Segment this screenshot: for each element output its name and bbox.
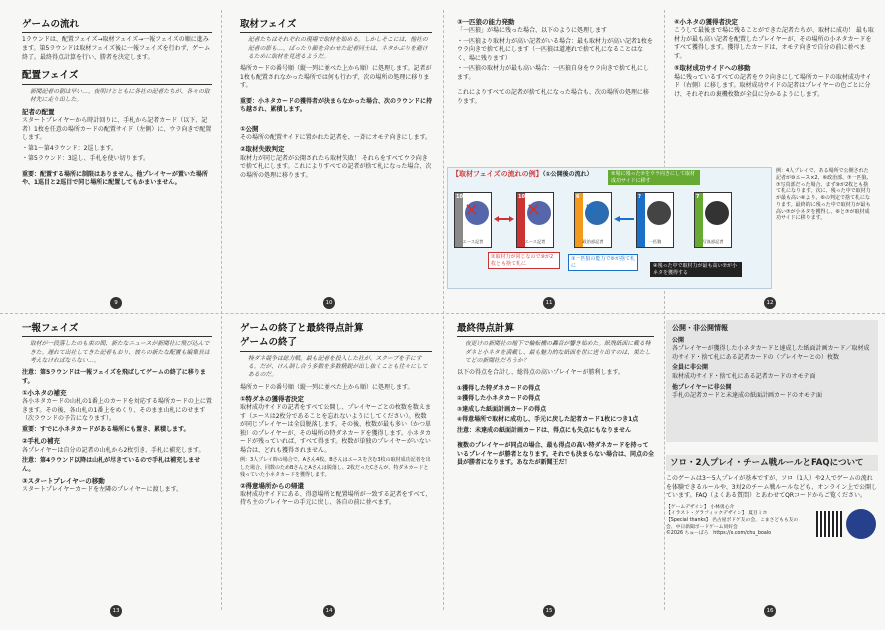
page-12 — [670, 18, 878, 101]
body-text: 場所カードの番号順（縦一列に並べた上から順）に処理します。記者が1枚も配置されなかった場所では何も行わず、次の場所の処理に移ります。 — [240, 65, 432, 90]
important-note: 重要：小ネタカードの獲得者が決まらなかった場合、次のラウンドに持ち越され、累積します。 — [240, 97, 433, 114]
credit-design: 【ゲームデザイン】 小林勇心介 — [666, 504, 735, 510]
body-text: スタートプレイヤーカードを左隣のプレイヤーに渡します。 — [22, 486, 183, 494]
section-title: ゲームの流れ — [22, 18, 212, 33]
body-text: その場所の配置サイドに置かれた記者を、一斉にオモテ向きにします。 — [240, 133, 432, 141]
subsection-title: ②取材失敗判定 — [240, 145, 285, 154]
intro-text: 1ラウンドは、配置フェイズ→取材フェイズ→一報フェイズの順に進みます。第5ラウンドは取材フェイズ後に一報フェイズを行わず、ゲーム終了。最終得点計算を行い、勝者を決定します。 — [22, 36, 211, 61]
section-title: 一報フェイズ — [22, 322, 212, 337]
important-note: 注意：第5ラウンドは一報フェイズを飛ばしてゲームの終了に移ります。 — [22, 369, 206, 385]
section-title: ゲームの終了と最終得点計算 — [240, 323, 364, 334]
info-text: 各プレイヤーが獲得した小ネタカードと達成した紙面計画カード／取材成功サイド・捨て札にある記者カードの（プレイヤーとの）枚数 — [672, 345, 870, 361]
card-name: 写真部記者 — [702, 239, 724, 245]
subsection-title: ②手札の補充 — [22, 437, 61, 446]
subsection-title: ①特ダネの獲得者決定 — [240, 395, 305, 404]
page-9 — [18, 18, 216, 190]
page-number: 15 — [543, 605, 555, 617]
info-heading: 公開 — [672, 336, 685, 344]
list-item: ・一匹狼より取材力が高い記者がいる場合：最も取材力が高い記者1枚をウラ向きで捨て札にします（一匹狼は道連れで捨て札になることはなく、場に残ります） — [457, 37, 653, 62]
body-text: このゲームは3～5人プレイが基本ですが、ソロ（1人）や2人でゲームの流れを体験できるルールや、3対2のチーム戦ルールなども、オンライン上で公開しています。FAQ（よくある質問）とあわせてQRコードからご覧ください。 — [666, 475, 878, 500]
body-text: 取材成功サイドの記者をすべて公開し、プレイヤーごとの枚数を数えます（エースは2枚分であることを忘れないようにしてください）。枚数が同じプレイヤーは全員脱落します。その後、枚数が最も多い（かつ単独）のプレイヤーが、その場所の特ダネカードを獲得します。小ネタカードが残っていれば、すべて得ます。枚数が単独のプレイヤーがいない場合は、どれも獲得されません。 — [240, 404, 431, 454]
important-note: 注意：未達成の紙面計画カードは、得点にも失点にもなりません — [457, 426, 632, 434]
page-number: 16 — [764, 605, 776, 617]
subsection-title: ④小ネタの獲得者決定 — [674, 18, 739, 26]
callout-black: ④残った中で取材力が最も高い⑦が小ネタを獲得する — [650, 262, 742, 277]
example-note: 例：4人プレイで、ある場所で公開された記者が⑩エース×2、⑥政治部、⑦一匹狼、⑦写真部だった場合、まず⑩が2枚とも捨て札になります。次に、残った中で取材力が最も高い⑥より、⑥の判定で捨て札になります。最終的に残った中で取材力が最も高い⑦が小ネタを獲得し、⑥と⑦が取材成功サイドに移ります。 — [776, 168, 872, 222]
flavor-text: 新聞記者の朝は早い…。夜明けとともに各社の記者たちが、各々の取材先に走り出した。 — [30, 88, 210, 103]
flow-subtitle: （①公開後の流れ） — [542, 171, 593, 178]
page-number: 10 — [323, 297, 335, 309]
list-item: ・一匹狼の取材力が最も高い場合：一匹狼自身をウラ向きで捨て札にします。 — [457, 65, 650, 81]
solo-section — [666, 455, 878, 595]
section-title: 最終得点計算 — [457, 322, 654, 337]
publisher-logo — [846, 509, 876, 539]
copyright: ©2026 ちゅーぼろ https://x.com/chu_boalo — [666, 531, 772, 537]
callout-red: ②取材力が同じなので⑩が2枚とも捨て札に — [488, 252, 560, 269]
flow-title — [452, 170, 593, 180]
reporter-card — [694, 192, 732, 248]
subsection-title: ③スタートプレイヤーの移動 — [22, 477, 105, 486]
important-note: 重要：すでに小ネタカードがある場所にも置き、累積します。 — [22, 425, 190, 433]
credits — [666, 505, 806, 539]
info-title: 公開・非公開情報 — [672, 324, 728, 332]
card-number: 7 — [696, 194, 700, 200]
section-title: ゲームの終了 — [240, 336, 432, 351]
qr-code[interactable] — [816, 511, 842, 537]
section-title: 取材フェイズ — [240, 18, 432, 33]
fold-line — [664, 10, 665, 610]
subsection-title: ②得意場所からの帰還 — [240, 481, 305, 490]
callout-blue: ③一匹狼の能力で⑥が捨て札に — [568, 254, 638, 271]
section-title: 配置フェイズ — [22, 69, 212, 84]
list-item: ③達成した紙面計画カードの得点 — [457, 405, 547, 413]
body-text: 取材成功サイドにある、得意場所と配置場所が一致する記者をすべて、持ち主のプレイヤーの手元に戻し、各自の前に並べます。 — [240, 490, 432, 507]
callout-green: ⑤場に残った⑦をウラ向きにして取材成功サイドに移す — [608, 170, 700, 185]
flow-title-text: 【取材フェイズの流れの例】 — [452, 170, 543, 178]
body-text: 「一匹狼」が場に残った場合、以下のように処理します — [457, 27, 608, 35]
subsection-title: 記者の配置 — [22, 107, 55, 116]
left-right-arrow-icon — [494, 216, 514, 222]
body-text: 場所カードの番号順（縦一列に並べた上から順）に処理します。 — [240, 383, 414, 391]
list-item: ・第5ラウンド：3巡し、手札を使い切ります。 — [22, 155, 150, 163]
card-number: 10 — [518, 194, 525, 200]
fold-line — [0, 313, 885, 314]
body-text: 取材力が同じ記者が公開されたら取材失敗！ それらをすべてウラ向きで捨て札にします。これによりすべての記者が捨て札になった場合、次の場所の処理に移ります。 — [240, 154, 432, 179]
flavor-text: 取材が一段落したのも束の間、新たなニュースが新聞社に飛び込んできた。遅れて出社してきた記者もおり、彼らの新たな配置も編集長は考えなければならない…。 — [30, 341, 210, 364]
page-13 — [18, 322, 216, 497]
card-number: 6 — [576, 194, 580, 200]
reporter-portrait — [705, 201, 729, 225]
list-item: ①獲得した特ダネカードの得点 — [457, 384, 541, 392]
info-text: 手札の記者カードと未達成の紙面計画カードのオモテ面 — [672, 392, 823, 400]
subsection-title: ①公開 — [240, 124, 259, 133]
section-title: ソロ・2人プレイ・チーム戦ルールとFAQについて — [666, 455, 878, 471]
page-10 — [236, 18, 436, 182]
card-number: ? — [638, 194, 641, 200]
fold-line — [221, 10, 222, 610]
card-name: エース記者 — [462, 239, 484, 245]
credit-thanks: 【Special thanks】 名古屋ボドゲ友の会、こまさどもも友の会、中日新聞ボードゲーム同好会 — [666, 518, 799, 530]
page-number: 12 — [764, 297, 776, 309]
body-text: 各小ネタカードの山札の1番上のカードを対応する場所カードの上に置きます。その後、各山札の1番上をめくり、そのまま山札にのせます（次ラウンドの予告になります）。 — [22, 398, 212, 423]
page-14 — [236, 322, 436, 510]
fold-line — [443, 10, 444, 610]
page-15 — [453, 322, 658, 470]
list-item: ④得意場所で取材に成功し、手元に戻した記者カード1枚につき1点 — [457, 416, 639, 424]
body-text: こうして最後まで場に残ることができた記者たちが、取材に成功！ 最も取材力が最も高い記者を配置したプレイヤーが、その場所の小ネタカードをすべて獲得します。獲得したカードは、オモテ向きで自分の前に並べます。 — [674, 27, 874, 60]
page-number: 9 — [110, 297, 122, 309]
flavor-text: 特ダネ競争は総力戦。最も記者を投入した社が、スクープを手にする。だが、けん制し合う多数を多数精鋭が出し抜くことも往々にしてあるのだ。 — [248, 355, 428, 379]
cross-icon: ✕ — [584, 200, 600, 221]
tie-rule: 複数のプレイヤーが同点の場合、最も得点の高い特ダネカードを持っているプレイヤーが勝者となります。それでも決まらない場合は、同点の全員が勝者になります。あなたが新聞王だ！ — [457, 442, 654, 467]
body-text: スタートプレイヤーから時計回りに、手札から記者カード（以下、記者）1枚を任意の場所カードの配置サイド（左側）に、ウラ向きで配置します。 — [22, 117, 212, 142]
info-text: 取材成功サイド・捨て札にある記者カードのオモテ面 — [672, 373, 816, 380]
example-text: 例：3人プレイ時の場合で、Aさん4枚、Bさんはエースを含む3枚の取材成功記者を出した場合、同数のためBさんとAさんは脱落し、2枚だったCさんが、特ダネカードと残っていた小ネタカードを獲得します。 — [240, 457, 431, 478]
card-number: 10 — [456, 194, 463, 200]
card-name: 政治部記者 — [582, 239, 604, 245]
list-item: ・第1～第4ラウンド：2巡します。 — [22, 144, 117, 152]
body-text: 各プレイヤーは自分の記者の山札から2枚引き、手札に補充します。 — [22, 446, 205, 454]
flavor-text: 夜更けの新聞社の地下で輪転機の轟音が響き始めた。紙飛紙面に載る特ダネと小ネタを満載し、最も魅力的な紙面を世に送り出すのは、果たしてどの新聞社だろうか？ — [465, 341, 651, 364]
body-text: これによりすべての記者が捨て札になった場合も、次の場所の処理に移ります。 — [457, 89, 649, 105]
page-number: 13 — [110, 605, 122, 617]
info-box — [666, 320, 878, 442]
credit-illustration: 【イラスト・グラフィックデザイン】 夏目ミホ — [666, 511, 768, 517]
info-heading: 他プレイヤーに非公開 — [672, 383, 732, 391]
subsection-title: ⑤取材成功サイドへの移動 — [674, 64, 751, 73]
page-number: 14 — [323, 605, 335, 617]
important-note: 注意：第4ラウンド以降は山札が尽きているので手札は補充しません。 — [22, 457, 201, 473]
list-item: ②獲得した小ネタカードの得点 — [457, 395, 541, 403]
cross-icon: ✕ — [526, 200, 542, 221]
body-text: 場に残っているすべての記者をウラ向きにして場所カードの取材成功サイド（右側）に移します。取材成功サイドの記者はプレイヤーの色ごとに分け、それぞれの裏機枚数が全員に分かるようにします。 — [674, 73, 872, 98]
card-name: エース記者 — [524, 239, 546, 245]
body-text: 以下の得点を合計し、総得点の高いプレイヤーが勝利します。 — [457, 369, 624, 377]
info-heading: 全員に非公開 — [672, 364, 709, 372]
flow-example-box — [447, 167, 772, 289]
left-arrow-icon — [614, 216, 634, 222]
important-note: 重要：配置する場所に制限はありません。他プレイヤーが置いた場所や、1巡目と2巡目で同じ場所に配置してもかまいません。 — [22, 170, 208, 187]
page-number: 11 — [543, 297, 555, 309]
cross-icon: ✕ — [464, 200, 480, 221]
flavor-text: 記者たちはそれぞれの現場で取材を始める。しかしそこには、他社の記者の影も…。ばったり顔を合わせた記者同士は、ネタかぶりを避けるために取材を見送るようだ。 — [248, 37, 428, 60]
page-11 — [453, 18, 658, 108]
subsection-title: ③一匹狼の能力発動 — [457, 18, 515, 26]
reporter-portrait — [647, 201, 671, 225]
reporter-card — [636, 192, 674, 248]
subsection-title: ①小ネタの補充 — [22, 389, 67, 398]
card-name: 一匹狼 — [648, 239, 662, 245]
